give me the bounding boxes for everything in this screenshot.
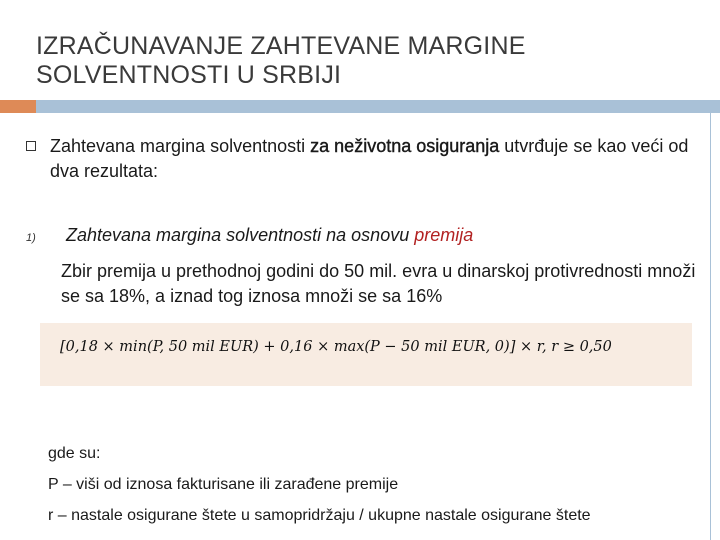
right-divider-line bbox=[710, 113, 711, 540]
intro-text-c: utvrđuje se kao veći od dva rezultata: bbox=[50, 136, 689, 181]
item-number: 1) bbox=[26, 232, 36, 244]
intro-paragraph bbox=[50, 134, 710, 184]
accent-bar-orange bbox=[0, 100, 36, 113]
slide-title bbox=[36, 32, 676, 90]
intro-text-a: Zahtevana margina solventnosti bbox=[50, 136, 311, 156]
where-label: gde su: bbox=[48, 445, 101, 462]
title-line-2: SOLVENTNOSTI U SRBIJI bbox=[36, 61, 342, 89]
definition-p: P – viši od iznosa fakturisane ili zarađene premije bbox=[48, 476, 399, 493]
item-heading-text: Zahtevana margina solventnosti na osnovu bbox=[66, 225, 415, 245]
accent-bar-blue bbox=[36, 100, 720, 113]
formula: [0,18 × min(P, 50 mil EUR) + 0,16 × max(P − 50 mil EUR, 0)] × r, r ≥ 0,50 bbox=[60, 339, 612, 355]
item-heading bbox=[66, 225, 473, 246]
item-heading-highlight: premija bbox=[414, 225, 474, 245]
item-body: Zbir premija u prethodnoj godini do 50 mil. evra u dinarskoj protivrednosti množi se sa 18%, a iznad tog iznosa množi se sa 16% bbox=[61, 261, 696, 306]
title-line-1: IZRAČUNAVANJE ZAHTEVANE MARGINE bbox=[36, 32, 526, 60]
square-bullet-icon bbox=[26, 141, 36, 151]
intro-text-bold: za neživotna osiguranja bbox=[310, 136, 500, 156]
definition-r: r – nastale osigurane štete u samopridržaju / ukupne nastale osigurane štete bbox=[48, 507, 591, 524]
